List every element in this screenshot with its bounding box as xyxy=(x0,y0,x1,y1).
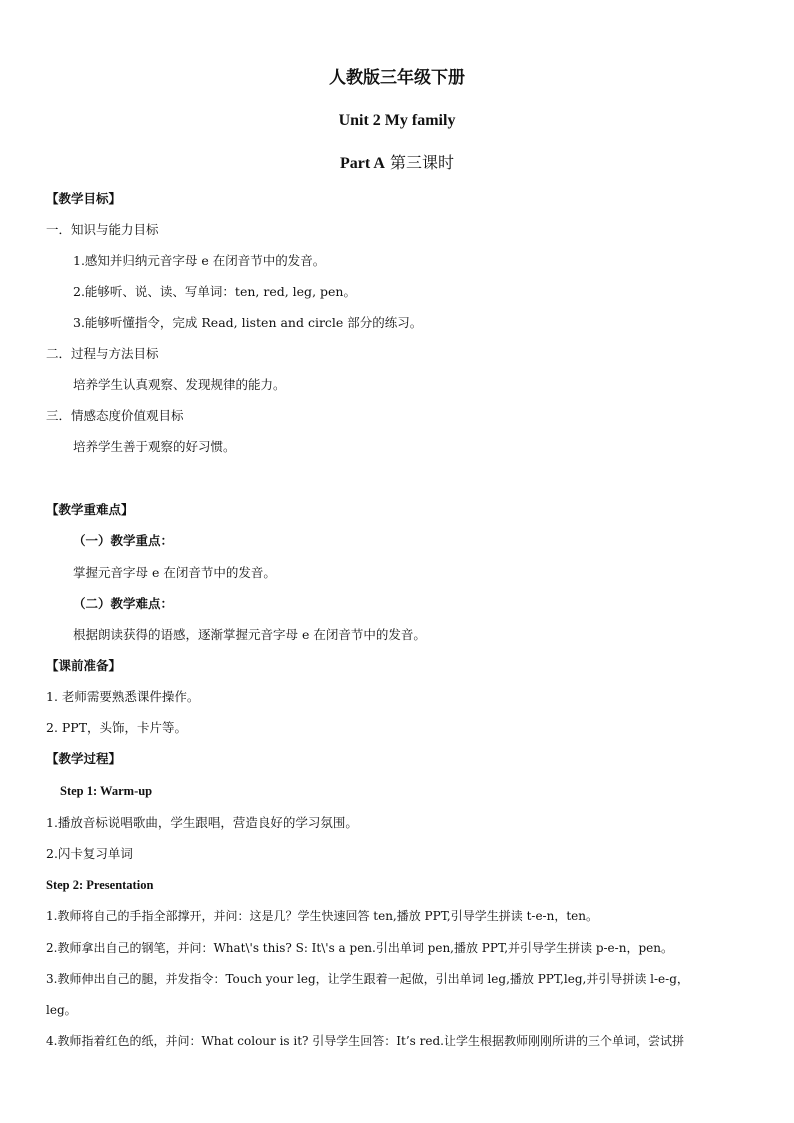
unit-title: Unit 2 My family xyxy=(338,112,456,129)
objective-item: 2.能够听、说、读、写单词：ten, red, leg, pen。 xyxy=(73,284,356,299)
step-2-item: 1.教师将自己的手指全部撑开，并问：这是几？学生快速回答 ten,播放 PPT,引导学生拼读 t-e-n，ten。 xyxy=(46,909,598,923)
step-1-item: 2.闪卡复习单词 xyxy=(46,846,133,861)
step-2-item: 2.教师拿出自己的钢笔，并问：What\'s this? S: It\'s a pen.引出单词 pen,播放 PPT,并引导学生拼读 p-e-n，pen。 xyxy=(46,941,673,955)
objective-item: 1.感知并归纳元音字母 e 在闭音节中的发音。 xyxy=(73,253,326,268)
key-point-title: （一）教学重点： xyxy=(73,533,174,548)
part-label: Part A xyxy=(340,155,385,172)
objective-section-2-text: 培养学生认真观察、发现规律的能力。 xyxy=(73,377,286,392)
objective-section-1-title: 一．知识与能力目标 xyxy=(46,222,159,237)
key-point-text: 掌握元音字母 e 在闭音节中的发音。 xyxy=(73,565,276,580)
prep-item: 2. PPT，头饰，卡片等。 xyxy=(46,720,188,735)
objective-section-3-title: 三．情感态度价值观目标 xyxy=(46,408,184,423)
objective-section-3-text: 培养学生善于观察的好习惯。 xyxy=(73,439,236,454)
prep-heading: 【课前准备】 xyxy=(46,658,122,673)
prep-item: 1. 老师需要熟悉课件操作。 xyxy=(46,689,200,704)
objective-section-2-title: 二．过程与方法目标 xyxy=(46,346,159,361)
part-lesson: 第三课时 xyxy=(384,153,454,172)
step-2-item: 4.教师指着红色的纸，并问：What colour is it? 引导学生回答：It’s red.让学生根据教师刚刚所讲的三个单词，尝试拼 xyxy=(46,1034,684,1048)
part-title xyxy=(0,155,794,172)
objectives-heading: 【教学目标】 xyxy=(46,191,122,206)
key-points-heading: 【教学重难点】 xyxy=(46,502,134,517)
process-heading: 【教学过程】 xyxy=(46,751,122,766)
step-2-item: 3.教师伸出自己的腿，并发指令：Touch your leg，让学生跟着一起做，引出单词 leg,播放 PPT,leg,并引导拼读 l-e-g， xyxy=(46,972,689,986)
step-2-title: Step 2: Presentation xyxy=(46,878,154,892)
step-2-item-continued: leg。 xyxy=(46,1003,77,1017)
difficulty-text: 根据朗读获得的语感，逐渐掌握元音字母 e 在闭音节中的发音。 xyxy=(73,627,426,642)
step-1-title: Step 1: Warm-up xyxy=(60,784,153,798)
difficulty-title: （二）教学难点： xyxy=(73,596,174,611)
document-title: 人教版三年级下册 xyxy=(329,68,465,88)
objective-item: 3.能够听懂指令，完成 Read, listen and circle 部分的练习。 xyxy=(73,315,423,330)
step-1-item: 1.播放音标说唱歌曲，学生跟唱，营造良好的学习氛围。 xyxy=(46,815,358,830)
